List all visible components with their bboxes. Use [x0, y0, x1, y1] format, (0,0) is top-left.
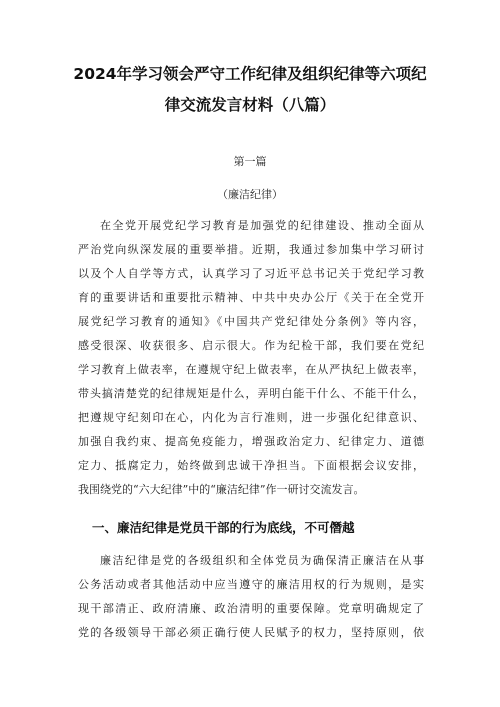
- paragraph-line: 带头搞清楚党的纪律规矩是什么，弄明白能干什么、不能干什么，: [78, 387, 424, 400]
- paragraph-line: 我围绕党的“六大纪律”中的“廉洁纪律”作一研讨交流发言。: [78, 483, 365, 496]
- paragraph-line: 廉洁纪律是党的各级组织和全体党员为确保清正廉洁在从事: [100, 554, 424, 567]
- paragraph-line: 严治党向纵深发展的重要举措。近期，我通过参加集中学习研讨: [78, 243, 424, 256]
- paragraph-line: 育的重要讲话和重要批示精神、中共中央办公厅《关于在全党开: [78, 291, 424, 304]
- paragraph-line: 现干部清正、政府清廉、政治清明的重要保障。党章明确规定了: [78, 602, 424, 615]
- paragraph-line: 学习教育上做表率，在遵规守纪上做表率，在从严执纪上做表率，: [78, 363, 424, 376]
- paragraph-line: 定力、抵腐定力，始终做到忠诚干净担当。下面根据会议安排，: [78, 459, 424, 472]
- document-title-line-1: 2024年学习领会严守工作纪律及组织纪律等六项纪: [73, 65, 427, 83]
- paragraph-line: 党的各级领导干部必须正确行使人民赋予的权力，坚持原则，依: [78, 626, 424, 639]
- section-heading: 一、廉洁纪律是党员干部的行为底线，不可僭越: [92, 520, 355, 535]
- paragraph-line: 加强自我约束、提高免疫能力，增强政治定力、纪律定力、道德: [78, 435, 424, 448]
- chapter-label: 第一篇: [233, 155, 267, 168]
- paragraph-line: 感受很深、收获很多、启示很大。作为纪检干部，我们要在党纪: [78, 339, 424, 352]
- paragraph-line: 把遵规守纪刻印在心，内化为言行准则，进一步强化纪律意识、: [78, 411, 424, 424]
- paragraph-line: 展党纪学习教育的通知》《中国共产党纪律处分条例》等内容，: [78, 315, 424, 328]
- paragraph-line: 以及个人自学等方式，认真学习了习近平总书记关于党纪学习教: [78, 267, 424, 280]
- chapter-subtitle: （廉洁纪律）: [217, 188, 283, 201]
- paragraph-line: 公务活动或者其他活动中应当遵守的廉洁用权的行为规则，是实: [78, 578, 424, 591]
- document-title-line-2: 律交流发言材料（八篇）: [164, 96, 336, 114]
- paragraph-line: 在全党开展党纪学习教育是加强党的纪律建设、推动全面从: [100, 219, 424, 232]
